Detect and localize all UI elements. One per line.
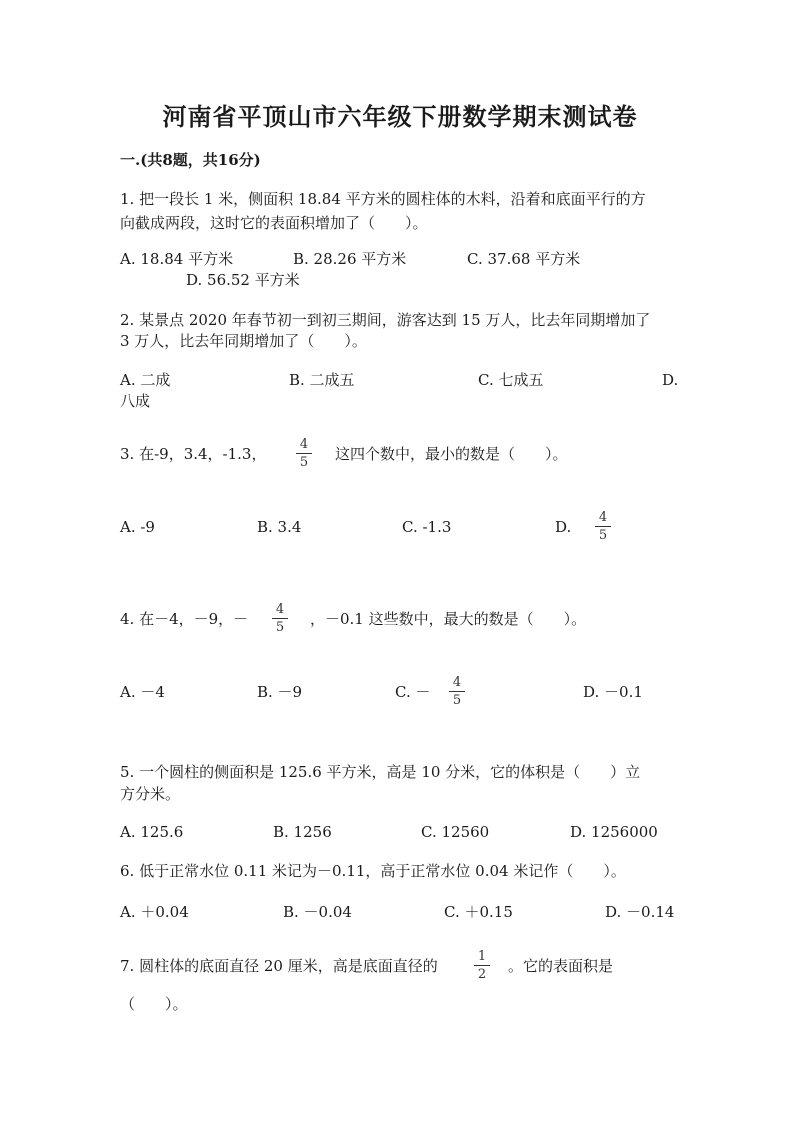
fraction-numerator: 4 [598, 510, 608, 525]
fraction-denominator: 5 [598, 528, 608, 543]
question-2-option-d-text: 八成 [120, 392, 151, 410]
question-5-line-2: 方分米。 [120, 785, 181, 803]
question-7-fraction [474, 949, 490, 982]
question-3-option-c: C. -1.3 [402, 518, 452, 536]
question-3-fraction [296, 437, 312, 470]
question-1-line-2: 向截成两段，这时它的表面积增加了（ ）。 [120, 214, 428, 232]
question-4-option-b: B. －9 [257, 683, 303, 701]
question-4-text-before: 4. 在－4，－9，－ [120, 610, 249, 628]
fraction-denominator: 5 [275, 620, 285, 635]
question-6-option-b: B. －0.04 [283, 903, 352, 921]
question-3-option-d: D. [555, 518, 572, 536]
fraction-bar [595, 526, 611, 527]
question-1-option-a: A. 18.84 平方米 [120, 250, 234, 268]
fraction-denominator: 5 [452, 693, 462, 708]
question-4-option-a: A. －4 [120, 683, 165, 701]
question-2-option-b: B. 二成五 [289, 371, 355, 389]
question-5-option-a: A. 125.6 [120, 823, 184, 841]
fraction-bar [449, 691, 465, 692]
question-6-option-c: C. ＋0.15 [444, 903, 513, 921]
fraction-numerator: 4 [275, 602, 285, 617]
question-3-option-a: A. -9 [120, 518, 155, 536]
question-7-text-after: 。它的表面积是 [508, 957, 614, 975]
question-1-option-d: D. 56.52 平方米 [186, 271, 300, 289]
question-5-option-b: B. 1256 [273, 823, 332, 841]
question-4-option-c-fraction [449, 675, 465, 708]
question-5-line-1: 5. 一个圆柱的侧面积是 125.6 平方米，高是 10 分米，它的体积是（ ）立 [120, 763, 641, 781]
question-4-text-after: ，－0.1 这些数中，最大的数是（ ）。 [310, 610, 587, 628]
question-3-text-before: 3. 在-9，3.4，-1.3， [120, 445, 267, 463]
question-7-line-2: （ ）。 [120, 995, 188, 1013]
fraction-numerator: 1 [477, 949, 487, 964]
question-5-option-c: C. 12560 [421, 823, 490, 841]
question-1-option-b: B. 28.26 平方米 [293, 250, 407, 268]
fraction-denominator: 2 [477, 967, 487, 982]
question-6-line-1: 6. 低于正常水位 0.11 米记为－0.11，高于正常水位 0.04 米记作（ ）。 [120, 862, 626, 880]
fraction-bar [474, 965, 490, 966]
fraction-numerator: 4 [299, 437, 309, 452]
question-4-option-c: C. － [395, 683, 431, 701]
question-2-option-a: A. 二成 [120, 371, 171, 389]
question-6-option-a: A. ＋0.04 [120, 903, 189, 921]
question-1-line-1: 1. 把一段长 1 米，侧面积 18.84 平方米的圆柱体的木料，沿着和底面平行的方 [120, 190, 646, 208]
fraction-bar [296, 453, 312, 454]
question-3-text-after: 这四个数中，最小的数是（ ）。 [335, 445, 568, 463]
question-4-option-d: D. －0.1 [583, 683, 643, 701]
page-title: 河南省平顶山市六年级下册数学期末测试卷 [162, 102, 638, 131]
question-7-text-before: 7. 圆柱体的底面直径 20 厘米，高是底面直径的 [120, 957, 438, 975]
question-2-option-d: D. [662, 371, 679, 389]
question-3-option-d-fraction [595, 510, 611, 543]
question-5-option-d: D. 1256000 [570, 823, 658, 841]
question-4-fraction [272, 602, 288, 635]
question-6-option-d: D. －0.14 [605, 903, 675, 921]
question-2-line-1: 2. 某景点 2020 年春节初一到初三期间，游客达到 15 万人，比去年同期增加了 [120, 311, 651, 329]
question-1-option-c: C. 37.68 平方米 [467, 250, 581, 268]
question-2-option-c: C. 七成五 [478, 371, 544, 389]
fraction-numerator: 4 [452, 675, 462, 690]
question-2-line-2: 3 万人，比去年同期增加了（ ）。 [120, 332, 367, 350]
section-heading: 一.(共8题，共16分) [120, 151, 261, 169]
question-3-option-b: B. 3.4 [257, 518, 302, 536]
fraction-bar [272, 618, 288, 619]
fraction-denominator: 5 [299, 455, 309, 470]
